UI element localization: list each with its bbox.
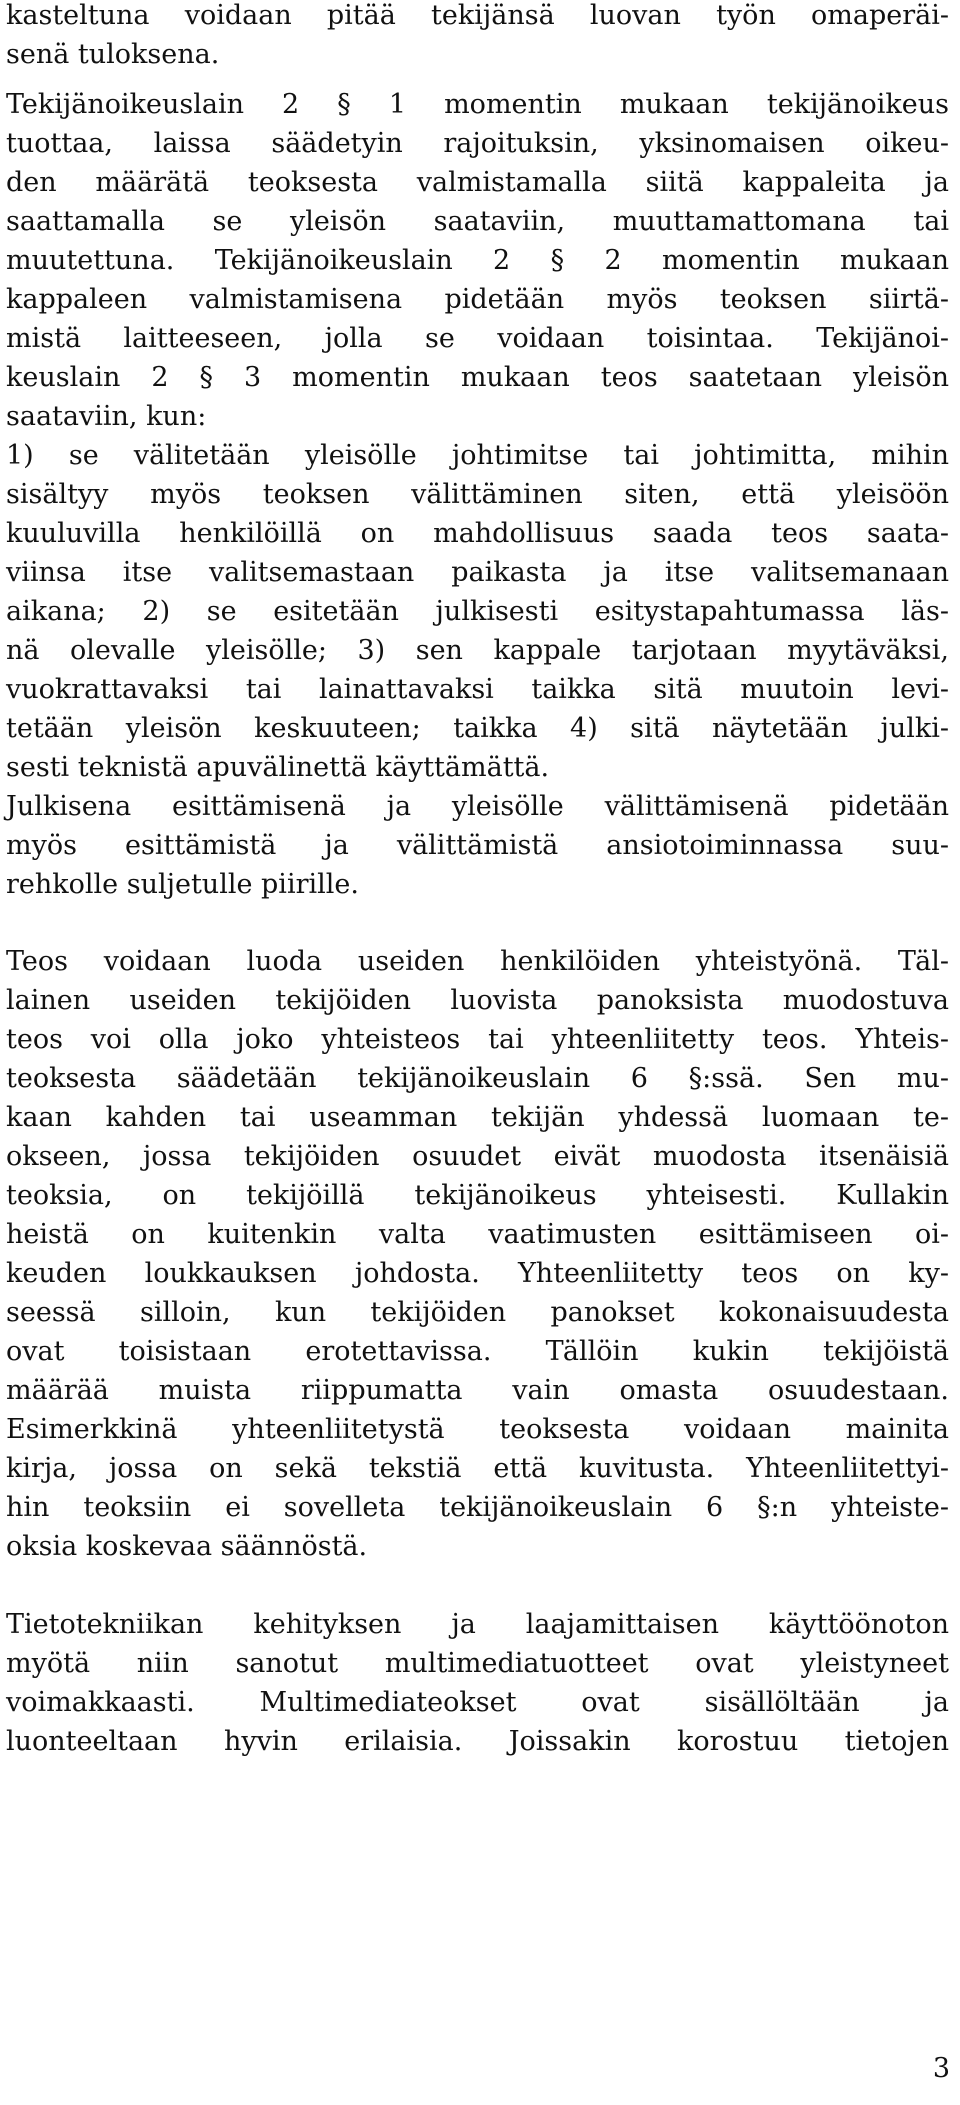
text-line: oksia koskevaa säännöstä.: [6, 1531, 368, 1562]
text-line: 1) se välitetään yleisölle johtimitse tai johtimitta, mihin: [6, 440, 949, 471]
text-line: aikana; 2) se esitetään julkisesti esitystapahtumassa läs-: [6, 596, 949, 627]
text-line: saataviin, kun:: [6, 401, 207, 432]
text-line: myötä niin sanotut multimediatuotteet ovat yleistyneet: [6, 1648, 949, 1679]
text-line: kappaleen valmistamisena pidetään myös teoksen siirtä-: [6, 284, 949, 315]
text-line: senä tuloksena.: [6, 39, 220, 70]
text-line: voimakkaasti. Multimediateokset ovat sisällöltään ja: [6, 1687, 949, 1718]
text-line: Esimerkkinä yhteenliitetystä teoksesta voidaan mainita: [6, 1414, 949, 1445]
text-line: heistä on kuitenkin valta vaatimusten esittämiseen oi-: [6, 1219, 949, 1250]
text-line: määrää muista riippumatta vain omasta osuudestaan.: [6, 1375, 949, 1406]
text-line: seessä silloin, kun tekijöiden panokset kokonaisuudesta: [6, 1297, 949, 1328]
text-line: hin teoksiin ei sovelleta tekijänoikeuslain 6 §:n yhteiste-: [6, 1492, 949, 1523]
text-line: vuokrattavaksi tai lainattavaksi taikka sitä muutoin levi-: [6, 674, 949, 705]
text-line: viinsa itse valitsemastaan paikasta ja itse valitsemanaan: [6, 557, 949, 588]
text-line: okseen, jossa tekijöiden osuudet eivät muodosta itsenäisiä: [6, 1141, 949, 1172]
text-line: Tietotekniikan kehityksen ja laajamittaisen käyttöönoton: [6, 1609, 949, 1640]
text-line: saattamalla se yleisön saataviin, muuttamattomana tai: [6, 206, 949, 237]
text-line: teoksia, on tekijöillä tekijänoikeus yhteisesti. Kullakin: [6, 1180, 949, 1211]
text-line: mistä laitteeseen, jolla se voidaan toisintaa. Tekijänoi-: [6, 323, 949, 354]
text-line: keuden loukkauksen johdosta. Yhteenliitetty teos on ky-: [6, 1258, 949, 1289]
text-line: tuottaa, laissa säädetyin rajoituksin, yksinomaisen oikeu-: [6, 128, 949, 159]
text-line: Tekijänoikeuslain 2 § 1 momentin mukaan tekijänoikeus: [6, 89, 949, 120]
text-line: kuuluvilla henkilöillä on mahdollisuus saada teos saata-: [6, 518, 949, 549]
text-line: sesti teknistä apuvälinettä käyttämättä.: [6, 752, 550, 783]
text-line: muutettuna. Tekijänoikeuslain 2 § 2 momentin mukaan: [6, 245, 949, 276]
text-line: rehkolle suljetulle piirille.: [6, 869, 359, 900]
text-line: keuslain 2 § 3 momentin mukaan teos saatetaan yleisön: [6, 362, 949, 393]
text-line: luonteeltaan hyvin erilaisia. Joissakin korostuu tietojen: [6, 1726, 949, 1757]
text-line: kasteltuna voidaan pitää tekijänsä luovan työn omaperäi-: [6, 0, 949, 31]
text-line: teos voi olla joko yhteisteos tai yhteenliitetty teos. Yhteis-: [6, 1024, 949, 1055]
text-line: teoksesta säädetään tekijänoikeuslain 6 §:ssä. Sen mu-: [6, 1063, 949, 1094]
text-line: tetään yleisön keskuuteen; taikka 4) sitä näytetään julki-: [6, 713, 949, 744]
page-number: 3: [932, 2053, 950, 2084]
text-line: sisältyy myös teoksen välittäminen siten, että yleisöön: [6, 479, 949, 510]
text-line: nä olevalle yleisölle; 3) sen kappale tarjotaan myytäväksi,: [6, 635, 949, 666]
text-line: den määrätä teoksesta valmistamalla siitä kappaleita ja: [6, 167, 949, 198]
text-line: Teos voidaan luoda useiden henkilöiden yhteistyönä. Täl-: [6, 946, 949, 977]
text-line: kirja, jossa on sekä tekstiä että kuvitusta. Yhteenliitettyi-: [6, 1453, 949, 1484]
text-line: lainen useiden tekijöiden luovista panoksista muodostuva: [6, 985, 949, 1016]
text-line: kaan kahden tai useamman tekijän yhdessä luomaan te-: [6, 1102, 949, 1133]
text-line: myös esittämistä ja välittämistä ansiotoiminnassa suu-: [6, 830, 949, 861]
text-line: Julkisena esittämisenä ja yleisölle välittämisenä pidetään: [6, 791, 949, 822]
text-line: ovat toisistaan erotettavissa. Tällöin kukin tekijöistä: [6, 1336, 949, 1367]
